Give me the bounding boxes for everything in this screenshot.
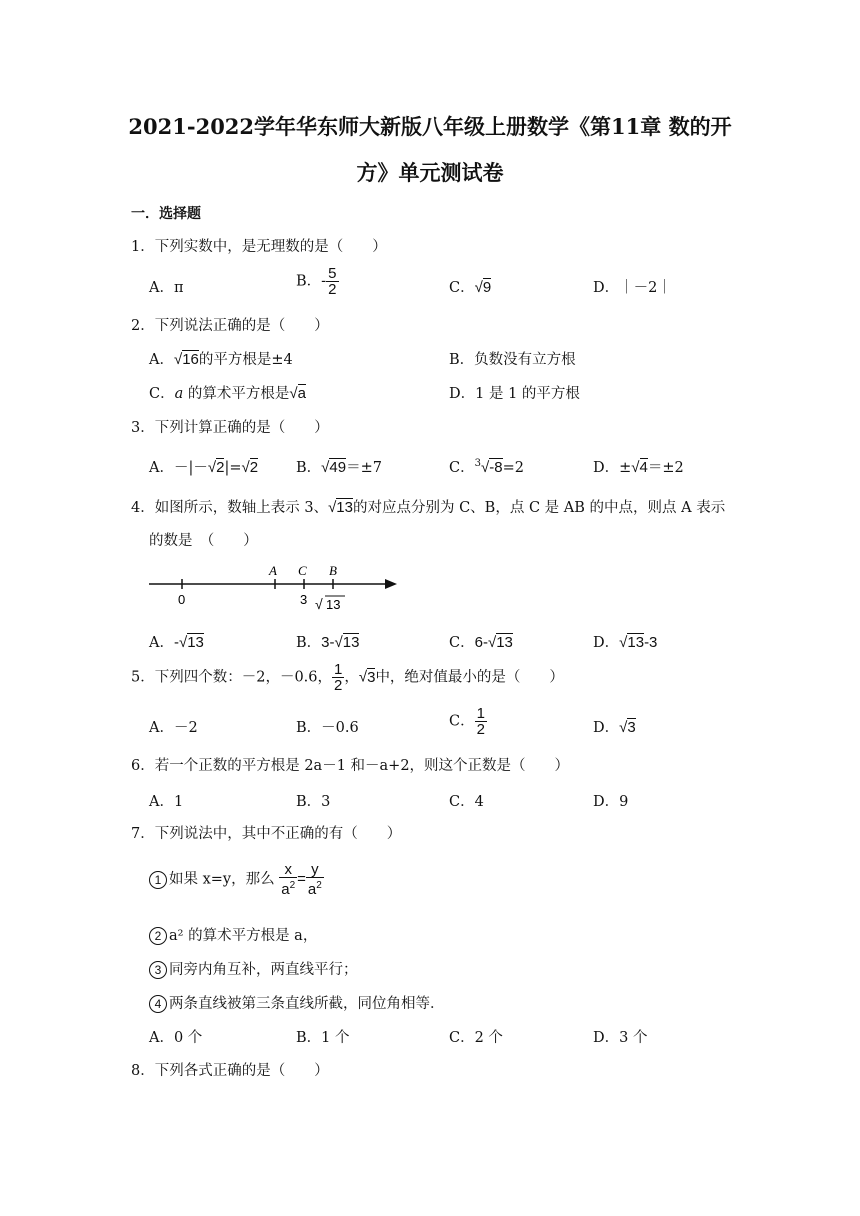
q6-option-c: C．4 [449, 794, 484, 810]
sqrt-icon: √ [328, 499, 337, 516]
sqrt-icon: √ [619, 719, 628, 736]
q2-option-a: A．√16的平方根是±4 [149, 351, 293, 368]
q4-option-b: B．3-√13 [296, 634, 360, 651]
sqrt-icon: √ [358, 668, 368, 686]
q7-item-4: 4 两条直线被第三条直线所截，同位角相等． [149, 992, 445, 1013]
label-three: 3 [300, 592, 308, 607]
q5-option-c: C． $\frac{1}{2}$ [449, 705, 485, 738]
q7-option-d: D．3 个 [593, 1030, 648, 1046]
q7-option-b: B．1 个 [296, 1030, 350, 1046]
q4-option-d: D．√13-3 [593, 634, 658, 651]
q2-option-d: D．1 是 1 的平方根 [449, 386, 580, 402]
sqrt-icon: √ [487, 634, 497, 651]
circled-number-icon: 3 [149, 961, 167, 979]
q3-option-a: A．－|－√2|=√2 [149, 459, 259, 476]
q1-option-d: D．｜－2｜ [593, 280, 672, 296]
q6-option-d: D．9 [593, 794, 629, 810]
sqrt-icon: √ [173, 351, 183, 368]
q8-stem: 8．下列各式正确的是（ ） [131, 1063, 329, 1079]
sqrt-icon: √ [474, 279, 483, 296]
sqrt-icon: √ [315, 596, 323, 612]
q2-stem: 2．下列说法正确的是（ ） [131, 318, 329, 334]
label-c: C [298, 563, 307, 578]
q5-option-a: A．－2 [149, 720, 198, 736]
q4-stem-line2: 的数是 （ ） [149, 533, 258, 549]
q7-item-1: 1 如果 x=y，那么 $\frac{x}{a^2}$ = $\frac{y}{a^2}$ [149, 862, 324, 897]
q3-stem: 3．下列计算正确的是（ ） [131, 420, 329, 436]
q3-option-d: D．±√4＝±2 [593, 459, 684, 476]
q3-option-c: C．$^3$√-8=2 [449, 458, 524, 476]
label-b: B [329, 563, 337, 578]
label-a: A [269, 563, 277, 578]
q4-option-a: A．-√13 [149, 634, 204, 651]
q4-option-c: C．6-√13 [449, 634, 513, 651]
q7-item-2: 2 a² 的算术平方根是 a， [149, 924, 317, 945]
q5-option-d: D．√3 [593, 719, 636, 736]
sqrt-icon: √ [631, 459, 640, 476]
sqrt-icon: √ [178, 634, 188, 651]
q5-option-b: B．－0.6 [296, 720, 359, 736]
q4-stem-line1: 4．如图所示，数轴上表示 3、√13的对应点分别为 C、B，点 C 是 AB 的中点，则点 A 表示 [131, 499, 726, 516]
sqrt-icon: √ [619, 634, 628, 651]
label-zero: 0 [178, 592, 186, 607]
q2-option-b: B．负数没有立方根 [449, 352, 576, 368]
fraction: $\frac{x}{a^2}$ [281, 861, 296, 898]
section-heading: 一．选择题 [131, 206, 201, 222]
q1-option-a: A．π [149, 280, 184, 296]
q7-stem: 7．下列说法中，其中不正确的有（ ） [131, 826, 402, 842]
q1-stem: 1．下列实数中，是无理数的是（ ） [131, 239, 387, 255]
q5-stem: 5．下列四个数：－2，－0.6， $\frac{1}{2}$ ，√3中，绝对值最小的是（ ） [131, 661, 564, 694]
q7-option-a: A．0 个 [149, 1030, 203, 1046]
q6-option-a: A．1 [149, 794, 184, 810]
title-line-1: 2021-2022学年华东师大新版八年级上册数学《第11章 数的开 [128, 114, 732, 139]
fraction: $\frac{y}{a^2}$ [307, 861, 322, 898]
circled-number-icon: 4 [149, 995, 167, 1013]
circled-number-icon: 1 [149, 871, 167, 889]
fraction: $\frac{1}{2}$ [334, 661, 343, 694]
fraction: $\frac{5}{2}$ [328, 265, 337, 298]
circled-number-icon: 2 [149, 927, 167, 945]
number-line-figure [149, 560, 401, 615]
fraction: $\frac{1}{2}$ [476, 705, 485, 738]
q1-option-b: B．- $\frac{5}{2}$ [296, 265, 337, 298]
arrow-icon [385, 579, 397, 589]
q6-option-b: B．3 [296, 794, 331, 810]
label-sqrt13: 13 [326, 597, 341, 612]
sqrt-icon: √ [289, 385, 298, 402]
q7-option-c: C．2 个 [449, 1030, 503, 1046]
sqrt-icon: √ [207, 459, 217, 476]
title-line-2: 方》单元测试卷 [356, 160, 504, 185]
sqrt-icon: √ [241, 459, 250, 476]
sqrt-icon: √ [480, 459, 490, 476]
q3-option-b: B．√49＝±7 [296, 459, 382, 476]
q6-stem: 6．若一个正数的平方根是 2a－1 和－a+2，则这个正数是（ ） [131, 758, 570, 774]
q2-option-c: C．a 的算术平方根是√a [149, 385, 306, 402]
sqrt-icon: √ [334, 634, 343, 651]
sqrt-icon: √ [321, 459, 330, 476]
q1-option-c: C．√9 [449, 279, 492, 296]
q7-item-3: 3 同旁内角互补，两直线平行； [149, 958, 358, 979]
